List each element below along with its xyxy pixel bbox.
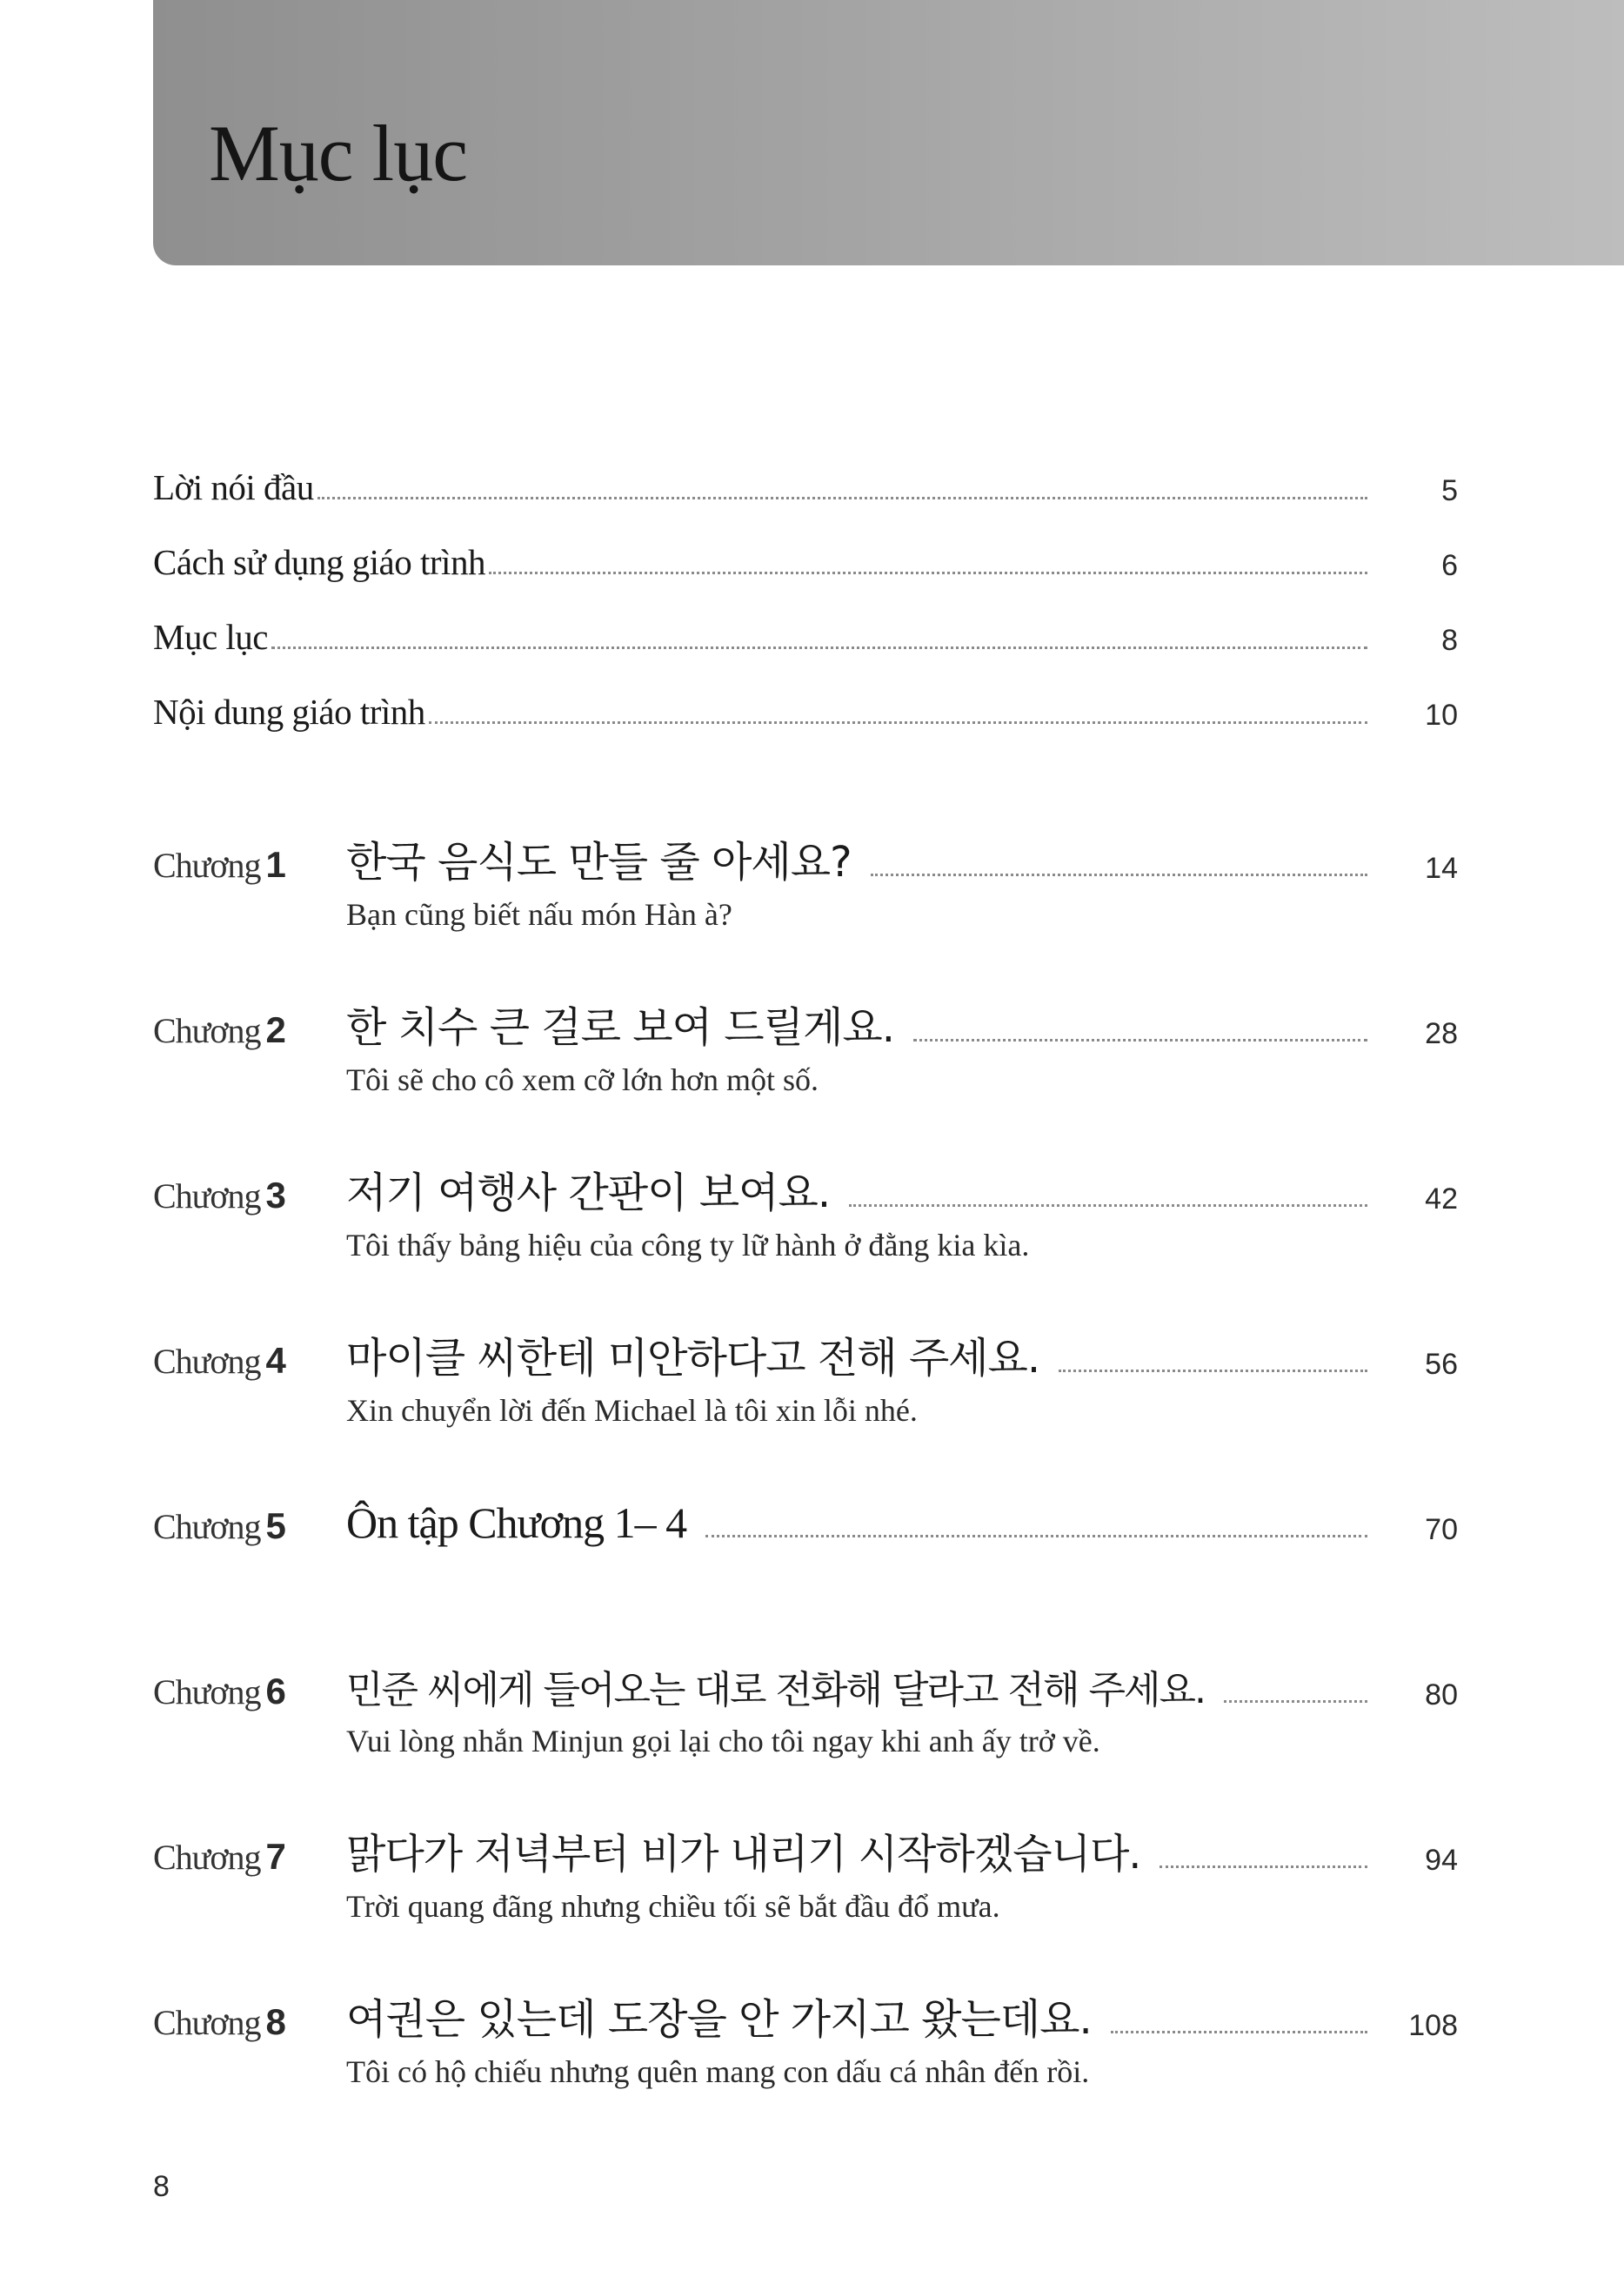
chapter-page: 56 xyxy=(1425,1348,1458,1381)
chapter-subtitle: Tôi sẽ cho cô xem cỡ lớn hơn một số. xyxy=(346,1062,819,1097)
chapter-number: 7 xyxy=(265,1836,286,1877)
chapter-label xyxy=(153,1340,346,1381)
chapter-subtitle: Trời quang đãng nhưng chiều tối sẽ bắt đầu đổ mưa. xyxy=(346,1889,1000,1924)
chapter-subtitle: Vui lòng nhắn Minjun gọi lại cho tôi ngay khi anh ấy trở về. xyxy=(346,1724,1100,1758)
toc-entry-chapter-1[interactable] xyxy=(153,822,1458,930)
chapter-subtitle: Bạn cũng biết nấu món Hàn à? xyxy=(346,897,732,932)
chapter-word: Chương xyxy=(153,1838,261,1877)
chapter-label xyxy=(153,1177,346,1214)
chapter-number: 5 xyxy=(265,1505,286,1546)
toc-entry-chapter-4[interactable] xyxy=(153,1318,1458,1426)
chapter-title: 마이클 씨한테 미안하다고 전해 주세요. xyxy=(346,1334,1040,1383)
dot-leader xyxy=(1224,1700,1367,1703)
chapter-title: 한국 음식도 만들 줄 아세요? xyxy=(346,838,852,887)
toc-entry-front-matter[interactable] xyxy=(153,655,1458,730)
front-matter-list xyxy=(153,431,1458,730)
toc-entry-label: Cách sử dụng giáo trình xyxy=(153,542,485,582)
chapter-word: Chương xyxy=(153,1507,261,1546)
chapter-title: Ôn tập Chương 1– 4 xyxy=(346,1498,687,1547)
chapter-label xyxy=(153,1009,346,1050)
page-number: 8 xyxy=(153,2170,170,2203)
toc-entry-label: Nội dung giáo trình xyxy=(153,692,425,732)
toc-entry-page: 10 xyxy=(1425,699,1458,732)
dot-leader xyxy=(317,497,1367,499)
dot-leader xyxy=(1111,2031,1367,2033)
chapter-label xyxy=(153,1836,346,1877)
dot-leader xyxy=(489,572,1367,574)
chapter-number: 3 xyxy=(265,1175,286,1216)
dot-leader xyxy=(705,1535,1367,1537)
toc-entry-chapter-8[interactable] xyxy=(153,1979,1458,2087)
dot-leader xyxy=(1059,1370,1367,1372)
toc-entry-chapter-2[interactable] xyxy=(153,988,1458,1095)
chapter-number: 4 xyxy=(265,1340,286,1381)
page-title: Mục lục xyxy=(209,109,468,198)
dot-leader xyxy=(271,646,1367,649)
chapter-title: 맑다가 저녁부터 비가 내리기 시작하겠습니다. xyxy=(346,1831,1141,1879)
chapter-word: Chương xyxy=(153,2003,261,2042)
chapter-word: Chương xyxy=(153,1342,261,1381)
chapter-title: 한 치수 큰 걸로 보여 드릴게요. xyxy=(346,1003,894,1052)
toc-entry-page: 6 xyxy=(1441,549,1458,582)
toc-entry-chapter-3[interactable] xyxy=(153,1153,1458,1261)
toc-entry-chapter-7[interactable] xyxy=(153,1814,1458,1922)
chapter-title: 저기 여행사 간판이 보여요. xyxy=(346,1169,831,1217)
toc-entry-front-matter[interactable] xyxy=(153,506,1458,580)
toc-entry-front-matter[interactable] xyxy=(153,431,1458,506)
toc-entry-front-matter[interactable] xyxy=(153,580,1458,655)
chapter-subtitle: Xin chuyển lời đến Michael là tôi xin lỗi nhé. xyxy=(346,1393,918,1428)
toc-entry-chapter-5[interactable] xyxy=(153,1484,1458,1547)
chapter-page: 14 xyxy=(1425,852,1458,885)
chapter-word: Chương xyxy=(153,846,261,885)
dot-leader xyxy=(913,1039,1367,1042)
dot-leader xyxy=(1160,1865,1367,1868)
toc-entry-page: 8 xyxy=(1441,624,1458,657)
chapter-page: 42 xyxy=(1425,1182,1458,1216)
chapter-word: Chương xyxy=(153,1672,261,1711)
chapter-word: Chương xyxy=(153,1176,261,1216)
chapter-page: 108 xyxy=(1408,2009,1458,2042)
toc-entry-label: Lời nói đầu xyxy=(153,467,314,507)
chapter-label xyxy=(153,1673,346,1710)
chapter-title: 여권은 있는데 도장을 안 가지고 왔는데요. xyxy=(346,1995,1092,2044)
chapter-number: 6 xyxy=(265,1671,286,1711)
chapter-title: 민준 씨에게 들어오는 대로 전화해 달라고 전해 주세요. xyxy=(346,1668,1205,1712)
dot-leader xyxy=(871,874,1367,876)
chapter-word: Chương xyxy=(153,1011,261,1050)
chapter-page: 94 xyxy=(1425,1844,1458,1877)
chapter-page: 70 xyxy=(1425,1513,1458,1546)
chapter-page: 28 xyxy=(1425,1017,1458,1050)
toc-entry-label: Mục lục xyxy=(153,617,268,657)
chapter-subtitle: Tôi thấy bảng hiệu của công ty lữ hành ở đằng kia kìa. xyxy=(346,1228,1030,1263)
chapter-number: 8 xyxy=(265,2001,286,2042)
toc-entry-page: 5 xyxy=(1441,474,1458,507)
chapter-number: 1 xyxy=(265,844,286,885)
chapter-page: 80 xyxy=(1425,1678,1458,1711)
chapter-subtitle: Tôi có hộ chiếu nhưng quên mang con dấu cá nhân đến rồi. xyxy=(346,2054,1090,2089)
chapter-label xyxy=(153,1505,346,1546)
chapter-label xyxy=(153,2001,346,2042)
dot-leader xyxy=(849,1204,1367,1207)
chapter-label xyxy=(153,844,346,885)
dot-leader xyxy=(429,721,1367,724)
toc-entry-chapter-6[interactable] xyxy=(153,1649,1458,1757)
chapter-number: 2 xyxy=(265,1009,286,1050)
